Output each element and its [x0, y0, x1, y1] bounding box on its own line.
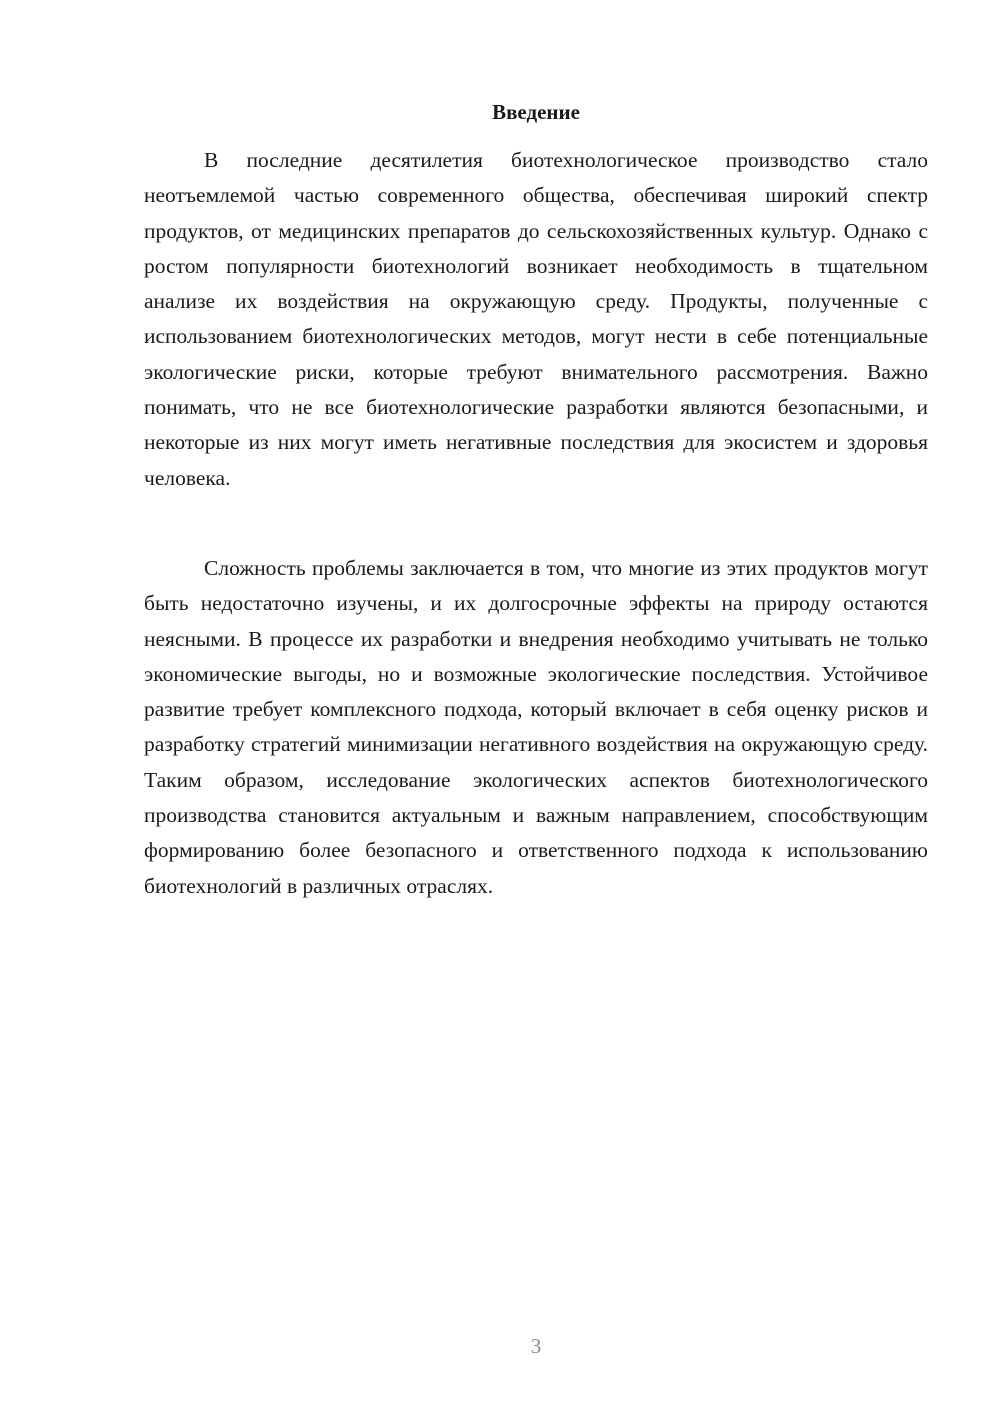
paragraph-1: В последние десятилетия биотехнологическое производство стало неотъемлемой частью современного общества, обеспечивая широкий спектр продуктов, от медицинских препаратов до сельскохозяйственных культур. Однако с ростом популярности биотехнологий возникает необходимость в тщательном анализе их воздействия на окружающую среду. Продукты, полученные с использованием биотехнологических методов, могут нести в себе потенциальные экологические риски, которые требуют внимательного рассмотрения. Важно понимать, что не все биотехнологические разработки являются безопасными, и некоторые из них могут иметь негативные последствия для экосистем и здоровья человека. — [144, 148, 928, 490]
page-number: 3 — [530, 1334, 542, 1358]
section-title: Введение — [492, 100, 580, 124]
paragraph-2: Сложность проблемы заключается в том, что многие из этих продуктов могут быть недостаточно изучены, и их долгосрочные эффекты на природу остаются неясными. В процессе их разработки и внедрения необходимо учитывать не только экономические выгоды, но и возможные экологические последствия. Устойчивое развитие требует комплексного подхода, который включает в себя оценку рисков и разработку стратегий минимизации негативного воздействия на окружающую среду. Таким образом, исследование экологических аспектов биотехнологического производства становится актуальным и важным направлением, способствующим формированию более безопасного и ответственного подхода к использованию биотехнологий в различных отраслях. — [144, 556, 928, 898]
